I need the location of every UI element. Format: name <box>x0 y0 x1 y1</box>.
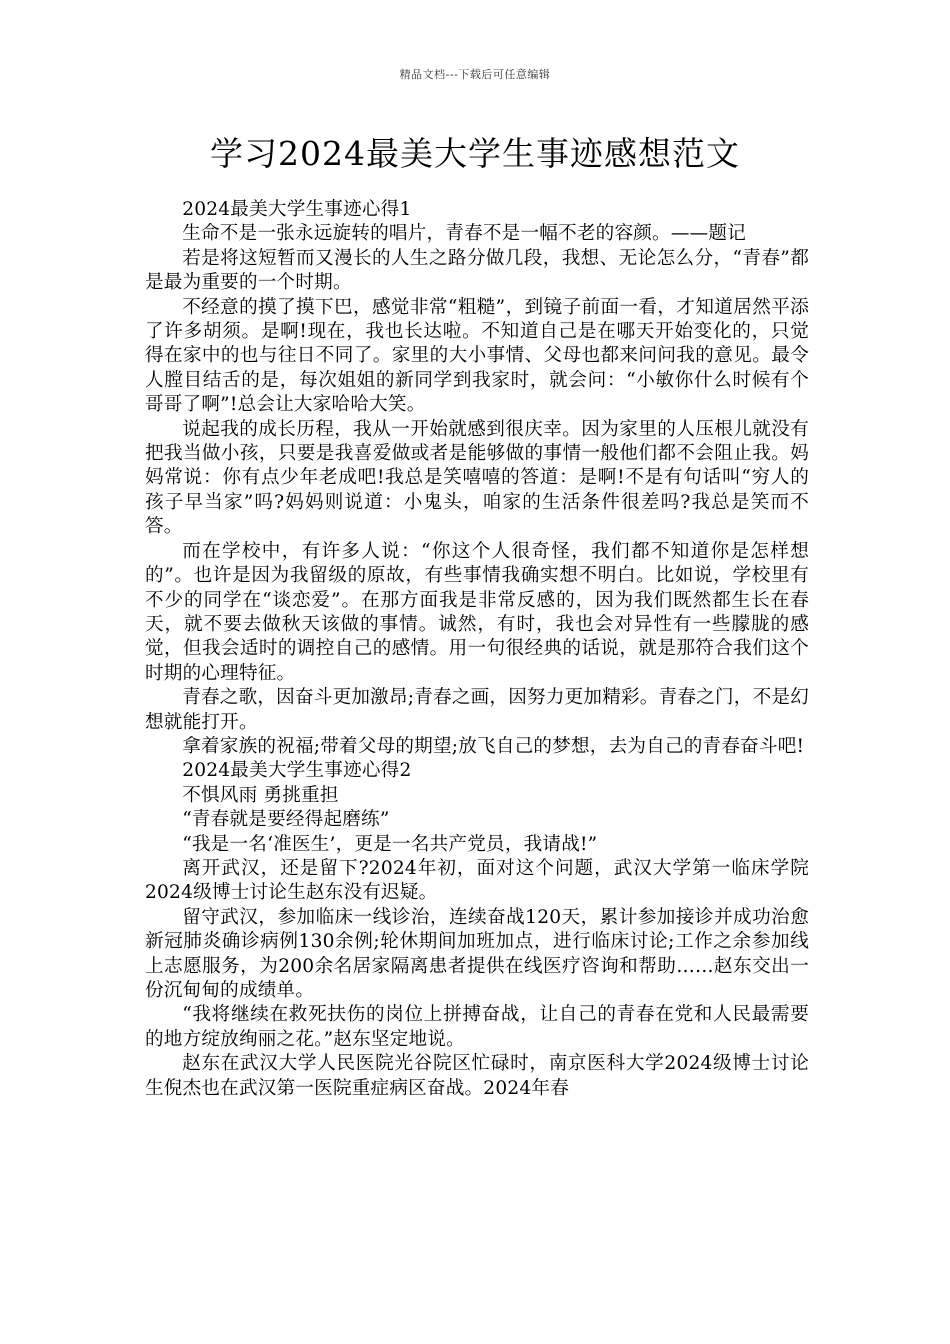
paragraph: 说起我的成长历程，我从一开始就感到很庆幸。因为家里的人压根儿就没有把我当做小孩，只要是我喜爱做或者是能够做的事情一般他们都不会阻止我。妈妈常说：你有点少年老成吧!我总是笑嘻嘻的答道：是啊!不是有句话叫“穷人的孩子早当家”吗?妈妈则说道：小鬼头，咱家的生活条件很差吗?我总是笑而不答。 <box>145 418 809 538</box>
paragraph: 赵东在武汉大学人民医院光谷院区忙碌时，南京医科大学2024级博士讨论生倪杰也在武汉第一医院重症病区奋战。2024年春 <box>145 1053 809 1099</box>
paragraph: 生命不是一张永远旋转的唱片，青春不是一幅不老的容颜。——题记 <box>182 223 747 245</box>
paragraph: 不惧风雨 勇挑重担 <box>182 784 339 806</box>
paragraph: 而在学校中，有许多人说：“你这个人很奇怪，我们都不知道你是怎样想的”。也许是因为我留级的原故，有些事情我确实想不明白。比如说，学校里有不少的同学在“谈恋爱”。在那方面我是非常反感的，因为我们既然都生长在春天，就不要去做秋天该做的事情。诚然，有时，我也会对异性有一些朦胧的感觉，但我会适时的调控自己的感情。用一句很经典的话说，就是那符合我们这个时期的心理特征。 <box>145 540 809 684</box>
paragraph: 若是将这短暂而又漫长的人生之路分做几段，我想、无论怎么分，“青春”都是最为重要的一个时期。 <box>145 247 809 294</box>
paragraph: 留守武汉，参加临床一线诊治，连续奋战120天，累计参加接诊并成功治愈新冠肺炎确诊病例130余例;轮休期间加班加点，进行临床讨论;工作之余参加线上志愿服务，为200余名居家隔离患者提供在线医疗咨询和帮助……赵东交出一份沉甸甸的成绩单。 <box>145 906 809 1001</box>
paragraph: “青春就是要经得起磨练” <box>182 809 390 831</box>
document-title: 学习2024最美大学生事迹感想范文 <box>210 134 740 173</box>
paragraph: 离开武汉，还是留下?2024年初，面对这个问题，武汉大学第一临床学院2024级博士讨论生赵东没有迟疑。 <box>145 857 809 904</box>
paragraph: 青春之歌，因奋斗更加激昂;青春之画，因努力更加精彩。青春之门，不是幻想就能打开。 <box>145 687 809 733</box>
paragraph: “我将继续在救死扶伤的岗位上拼搏奋战，让自己的青春在党和人民最需要的地方绽放绚丽之花。”赵东坚定地说。 <box>145 1004 809 1050</box>
paragraph: 拿着家族的祝福;带着父母的期望;放飞自己的梦想，去为自己的青春奋斗吧! <box>182 735 805 757</box>
page-header: 精品文档---下载后可任意编辑 <box>399 68 551 81</box>
section-heading: 2024最美大学生事迹心得1 <box>182 199 412 220</box>
paragraph: “我是一名‘准医生’，更是一名共产党员，我请战!” <box>182 833 598 855</box>
paragraph: 不经意的摸了摸下巴，感觉非常“粗糙”，到镜子前面一看，才知道居然平添了许多胡须。是啊!现在，我也长达啦。不知道自己是在哪天开始变化的，只觉得在家中的也与往日不同了。家里的大小事情、父母也都来问问我的意见。最令人膛目结舌的是，每次姐姐的新同学到我家时，就会问：“小敏你什么时候有个哥哥了啊”!总会让大家哈哈大笑。 <box>145 296 809 416</box>
section-heading: 2024最美大学生事迹心得2 <box>182 760 412 782</box>
document-body <box>145 198 809 1101</box>
